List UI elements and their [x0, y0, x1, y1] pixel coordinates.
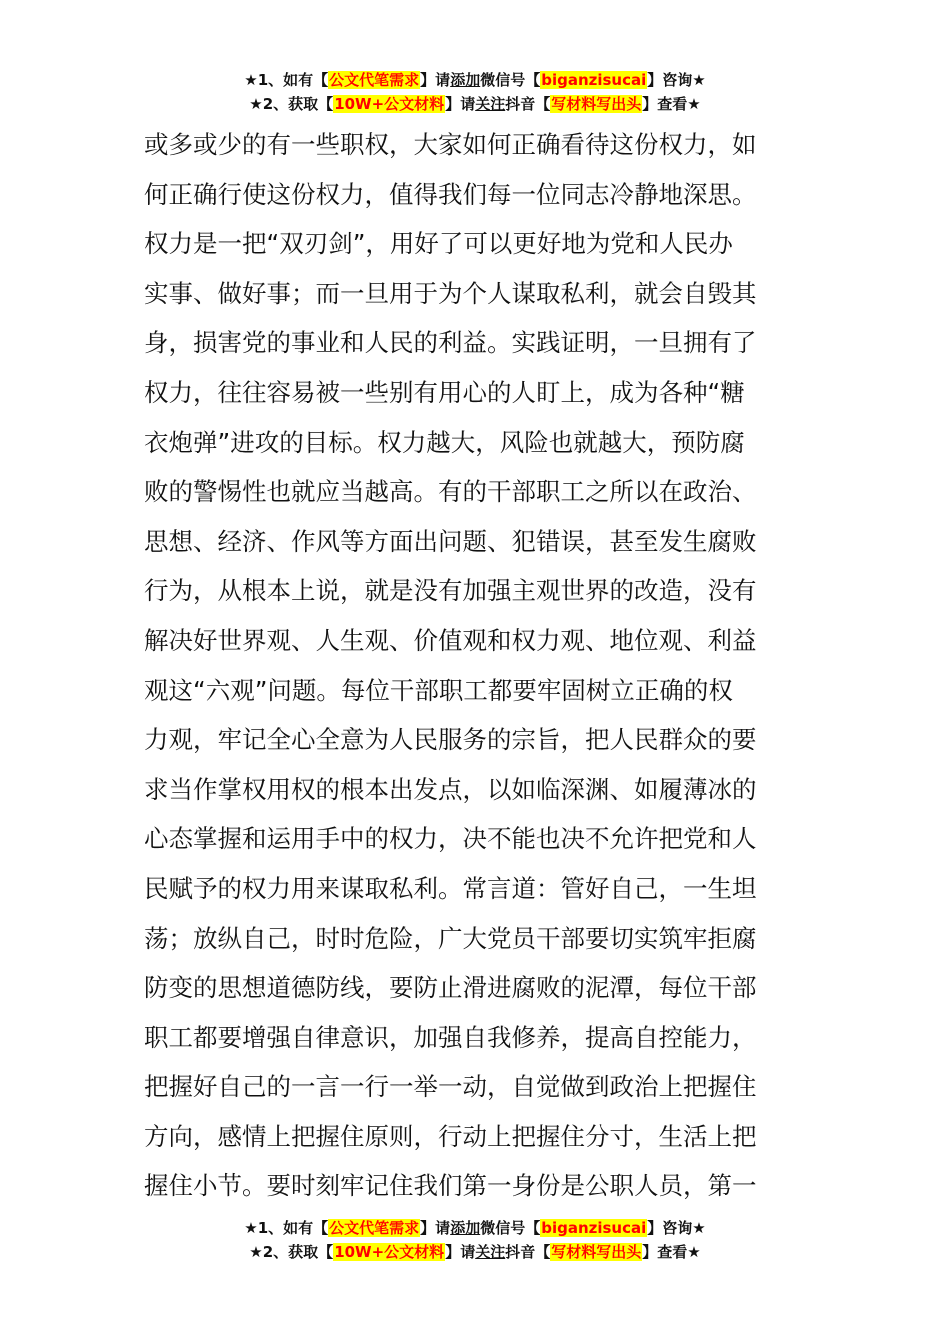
body-line: 心态掌握和运用手中的权力，决不能也决不允许把党和人 — [144, 824, 757, 854]
banner-text: 】查看★ — [642, 1243, 701, 1261]
banner-text: 】请 — [420, 1219, 451, 1237]
body-line: 权力是一把“双刃剑”，用好了可以更好地为党和人民办 — [144, 229, 733, 259]
highlight-service: 公文代笔需求 — [329, 71, 420, 89]
banner-text: 】咨询★ — [647, 1219, 706, 1237]
banner-text: 微信号【 — [480, 71, 541, 89]
body-line: 力观，牢记全心全意为人民服务的宗旨，把人民群众的要 — [144, 725, 757, 755]
highlight-douyin-account: 写材料写出头 — [551, 95, 642, 113]
highlight-materials: 10W+公文材料 — [334, 95, 445, 113]
body-line: 握住小节。要时刻牢记住我们第一身份是公职人员，第一 — [144, 1171, 757, 1201]
highlight-wechat-id: biganzisucai — [541, 1219, 647, 1237]
emphasis-add: 添加 — [450, 71, 481, 89]
footer-banner-line-2 — [0, 1240, 950, 1264]
header-banner-line-2 — [0, 92, 950, 116]
body-line: 何正确行使这份权力，值得我们每一位同志冷静地深思。 — [144, 179, 757, 209]
body-line: 败的警惕性也就应当越高。有的干部职工之所以在政治、 — [144, 477, 757, 507]
emphasis-add: 添加 — [450, 1219, 481, 1237]
footer-banner — [0, 1216, 950, 1264]
body-line: 实事、做好事；而一旦用于为个人谋取私利，就会自毁其 — [144, 278, 757, 308]
banner-text: ★1、如有【 — [244, 1219, 329, 1237]
banner-text: 抖音【 — [505, 95, 551, 113]
banner-text: 】咨询★ — [647, 71, 706, 89]
document-body — [144, 120, 808, 1211]
body-line: 求当作掌权用权的根本出发点，以如临深渊、如履薄冰的 — [144, 774, 757, 804]
body-line: 防变的思想道德防线，要防止滑进腐败的泥潭，每位干部 — [144, 973, 757, 1003]
banner-text: ★2、获取【 — [249, 1243, 334, 1261]
body-line: 行为，从根本上说，就是没有加强主观世界的改造，没有 — [144, 576, 757, 606]
body-line: 观这“六观”问题。每位干部职工都要牢固树立正确的权 — [144, 675, 733, 705]
body-line: 民赋予的权力用来谋取私利。常言道：管好自己，一生坦 — [144, 873, 757, 903]
highlight-service: 公文代笔需求 — [329, 1219, 420, 1237]
emphasis-follow: 关注 — [475, 95, 506, 113]
banner-text: 】查看★ — [642, 95, 701, 113]
header-banner-line-1 — [0, 68, 950, 92]
banner-text: 】请 — [445, 1243, 476, 1261]
body-line: 方向，感情上把握住原则，行动上把握住分寸，生活上把 — [144, 1121, 757, 1151]
body-line: 解决好世界观、人生观、价值观和权力观、地位观、利益 — [144, 625, 757, 655]
highlight-wechat-id: biganzisucai — [541, 71, 647, 89]
body-line: 职工都要增强自律意识，加强自我修养，提高自控能力， — [144, 1022, 757, 1052]
highlight-materials: 10W+公文材料 — [334, 1243, 445, 1261]
body-line: 衣炮弹”进攻的目标。权力越大，风险也就越大，预防腐 — [144, 427, 745, 457]
body-line: 把握好自己的一言一行一举一动，自觉做到政治上把握住 — [144, 1072, 757, 1102]
emphasis-follow: 关注 — [475, 1243, 506, 1261]
body-line: 权力，往往容易被一些别有用心的人盯上，成为各种“糖 — [144, 377, 745, 407]
body-line: 荡；放纵自己，时时危险，广大党员干部要切实筑牢拒腐 — [144, 923, 757, 953]
header-banner — [0, 68, 950, 116]
banner-text: 】请 — [445, 95, 476, 113]
banner-text: ★1、如有【 — [244, 71, 329, 89]
banner-text: 】请 — [420, 71, 451, 89]
banner-text: 抖音【 — [505, 1243, 551, 1261]
body-line: 思想、经济、作风等方面出问题、犯错误，甚至发生腐败 — [144, 526, 757, 556]
body-line: 身，损害党的事业和人民的利益。实践证明，一旦拥有了 — [144, 328, 757, 358]
highlight-douyin-account: 写材料写出头 — [551, 1243, 642, 1261]
footer-banner-line-1 — [0, 1216, 950, 1240]
banner-text: ★2、获取【 — [249, 95, 334, 113]
banner-text: 微信号【 — [480, 1219, 541, 1237]
body-line: 或多或少的有一些职权，大家如何正确看待这份权力，如 — [144, 130, 757, 159]
